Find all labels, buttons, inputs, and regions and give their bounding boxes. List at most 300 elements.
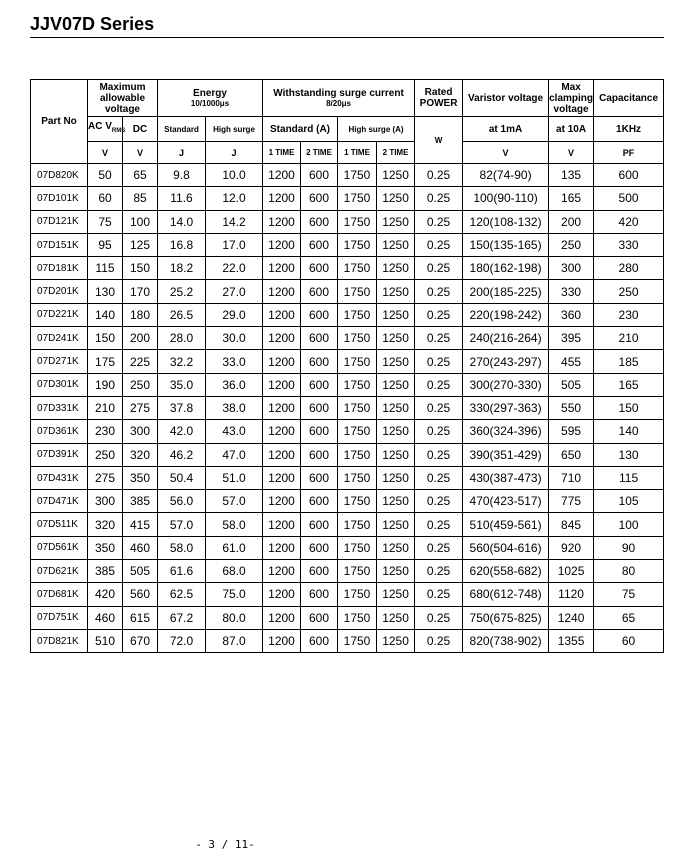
- energy-standard-cell: 32.2: [158, 350, 206, 373]
- capacitance-cell: 210: [594, 327, 664, 350]
- clamping-voltage-cell: 135: [549, 164, 594, 187]
- dc-voltage-cell: 200: [123, 327, 158, 350]
- surge-high-2time-cell: 1250: [377, 560, 415, 583]
- part-no-cell: 07D221K: [31, 303, 88, 326]
- table-row: [31, 303, 664, 326]
- capacitance-cell: 330: [594, 233, 664, 256]
- varistor-voltage-cell: 680(612-748): [463, 583, 549, 606]
- surge-std-1time-cell: 1200: [263, 327, 301, 350]
- rated-power-cell: 0.25: [415, 629, 463, 652]
- varistor-voltage-cell: 470(423-517): [463, 490, 549, 513]
- energy-standard-cell: 25.2: [158, 280, 206, 303]
- energy-high-surge-cell: 36.0: [206, 373, 263, 396]
- page-title: JJV07D Series: [30, 14, 155, 34]
- table-row: [31, 164, 664, 187]
- dc-voltage-cell: 615: [123, 606, 158, 629]
- surge-std-2time-cell: 600: [301, 490, 338, 513]
- energy-standard-cell: 50.4: [158, 466, 206, 489]
- part-no-cell: 07D181K: [31, 257, 88, 280]
- dc-voltage-cell: 300: [123, 420, 158, 443]
- energy-standard-cell: 18.2: [158, 257, 206, 280]
- energy-standard-cell: 42.0: [158, 420, 206, 443]
- clamping-voltage-cell: 775: [549, 490, 594, 513]
- surge-high-2time-cell: 1250: [377, 373, 415, 396]
- varistor-voltage-cell: 300(270-330): [463, 373, 549, 396]
- high-1time-header: 1 TIME: [338, 142, 377, 164]
- energy-high-surge-cell: 22.0: [206, 257, 263, 280]
- surge-std-2time-cell: 600: [301, 606, 338, 629]
- part-no-cell: 07D301K: [31, 373, 88, 396]
- ac-voltage-cell: 230: [88, 420, 123, 443]
- clamping-voltage-cell: 710: [549, 466, 594, 489]
- power-unit-header: W: [415, 117, 463, 164]
- part-no-cell: 07D821K: [31, 629, 88, 652]
- ac-voltage-cell: 95: [88, 233, 123, 256]
- part-no-cell: 07D471K: [31, 490, 88, 513]
- surge-high-2time-cell: 1250: [377, 513, 415, 536]
- max-voltage-header: Maximum allowable voltage: [88, 80, 158, 117]
- clamping-voltage-cell: 1025: [549, 560, 594, 583]
- part-no-cell: 07D361K: [31, 420, 88, 443]
- rated-power-cell: 0.25: [415, 606, 463, 629]
- energy-standard-cell: 14.0: [158, 210, 206, 233]
- capacitance-cell: 80: [594, 560, 664, 583]
- capacitance-cell: 130: [594, 443, 664, 466]
- surge-high-1time-cell: 1750: [338, 373, 377, 396]
- rated-power-cell: 0.25: [415, 327, 463, 350]
- surge-high-2time-cell: 1250: [377, 303, 415, 326]
- surge-high-2time-cell: 1250: [377, 164, 415, 187]
- capacitance-cell: 60: [594, 629, 664, 652]
- clamping-voltage-cell: 455: [549, 350, 594, 373]
- ac-unit: V: [88, 142, 123, 164]
- surge-high-1time-cell: 1750: [338, 164, 377, 187]
- table-row: [31, 443, 664, 466]
- table-row: [31, 513, 664, 536]
- energy-standard-cell: 37.8: [158, 396, 206, 419]
- surge-std-1time-cell: 1200: [263, 560, 301, 583]
- surge-std-2time-cell: 600: [301, 350, 338, 373]
- part-no-cell: 07D121K: [31, 210, 88, 233]
- ac-vrms-header: [88, 117, 126, 142]
- dc-voltage-cell: 250: [123, 373, 158, 396]
- ac-voltage-cell: 50: [88, 164, 123, 187]
- surge-high-1time-cell: 1750: [338, 210, 377, 233]
- surge-std-2time-cell: 600: [301, 327, 338, 350]
- std-1time-header: 1 TIME: [263, 142, 301, 164]
- page-footer: - 3 / 11-: [195, 838, 255, 851]
- ac-voltage-cell: 510: [88, 629, 123, 652]
- spec-table: [30, 79, 664, 653]
- table-row: [31, 560, 664, 583]
- varistor-voltage-cell: 120(108-132): [463, 210, 549, 233]
- surge-std-2time-cell: 600: [301, 466, 338, 489]
- ac-voltage-cell: 75: [88, 210, 123, 233]
- table-row: [31, 583, 664, 606]
- clamping-voltage-cell: 505: [549, 373, 594, 396]
- capacitance-cell: 185: [594, 350, 664, 373]
- surge-high-2time-cell: 1250: [377, 583, 415, 606]
- surge-high-2time-cell: 1250: [377, 443, 415, 466]
- part-no-cell: 07D820K: [31, 164, 88, 187]
- varistor-voltage-header: Varistor voltage: [463, 80, 549, 117]
- ac-voltage-cell: 460: [88, 606, 123, 629]
- part-no-cell: 07D201K: [31, 280, 88, 303]
- energy-standard-cell: 28.0: [158, 327, 206, 350]
- varistor-voltage-cell: 390(351-429): [463, 443, 549, 466]
- rated-power-cell: 0.25: [415, 164, 463, 187]
- ac-voltage-cell: 250: [88, 443, 123, 466]
- dc-voltage-cell: 320: [123, 443, 158, 466]
- surge-std-1time-cell: 1200: [263, 164, 301, 187]
- ac-voltage-cell: 385: [88, 560, 123, 583]
- dc-voltage-cell: 170: [123, 280, 158, 303]
- surge-high-2time-cell: 1250: [377, 606, 415, 629]
- at-1ma-header: at 1mA: [463, 117, 549, 142]
- ac-voltage-cell: 210: [88, 396, 123, 419]
- table-row: [31, 373, 664, 396]
- surge-std-2time-cell: 600: [301, 233, 338, 256]
- rated-power-cell: 0.25: [415, 443, 463, 466]
- clamping-voltage-cell: 1240: [549, 606, 594, 629]
- dc-voltage-cell: 350: [123, 466, 158, 489]
- dc-voltage-cell: 385: [123, 490, 158, 513]
- rms-subscript: RMS: [111, 128, 126, 134]
- ac-voltage-cell: 275: [88, 466, 123, 489]
- clamping-voltage-cell: 250: [549, 233, 594, 256]
- surge-std-1time-cell: 1200: [263, 187, 301, 210]
- table-row: [31, 629, 664, 652]
- varistor-voltage-cell: 750(675-825): [463, 606, 549, 629]
- part-no-cell: 07D391K: [31, 443, 88, 466]
- table-row: [31, 466, 664, 489]
- surge-std-2time-cell: 600: [301, 210, 338, 233]
- capacitance-header: Capacitance: [594, 80, 664, 117]
- dc-voltage-cell: 225: [123, 350, 158, 373]
- surge-high-1time-cell: 1750: [338, 420, 377, 443]
- part-no-cell: 07D331K: [31, 396, 88, 419]
- energy-high-surge-header: High surge: [206, 117, 263, 142]
- energy-standard-header: Standard: [158, 117, 206, 142]
- surge-high-1time-cell: 1750: [338, 187, 377, 210]
- clamping-voltage-cell: 845: [549, 513, 594, 536]
- table-row: [31, 210, 664, 233]
- ac-voltage-cell: 190: [88, 373, 123, 396]
- capacitance-cell: 600: [594, 164, 664, 187]
- dc-voltage-cell: 180: [123, 303, 158, 326]
- table-row: [31, 536, 664, 559]
- part-no-cell: 07D511K: [31, 513, 88, 536]
- ac-voltage-cell: 115: [88, 257, 123, 280]
- varistor-voltage-cell: 220(198-242): [463, 303, 549, 326]
- dc-voltage-cell: 670: [123, 629, 158, 652]
- energy-high-surge-cell: 57.0: [206, 490, 263, 513]
- capacitance-cell: 150: [594, 396, 664, 419]
- clamping-voltage-cell: 1120: [549, 583, 594, 606]
- energy-standard-cell: 58.0: [158, 536, 206, 559]
- energy-high-surge-cell: 75.0: [206, 583, 263, 606]
- dc-voltage-cell: 505: [123, 560, 158, 583]
- energy-standard-cell: 35.0: [158, 373, 206, 396]
- capacitance-cell: 165: [594, 373, 664, 396]
- max-clamping-header: Max clamping voltage: [549, 81, 594, 115]
- capacitance-cell: 500: [594, 187, 664, 210]
- surge-std-1time-cell: 1200: [263, 443, 301, 466]
- capacitance-cell: 90: [594, 536, 664, 559]
- rated-power-header: Rated POWER: [415, 80, 463, 117]
- energy-high-surge-cell: 29.0: [206, 303, 263, 326]
- energy-high-surge-cell: 58.0: [206, 513, 263, 536]
- energy-high-surge-cell: 43.0: [206, 420, 263, 443]
- rated-power-cell: 0.25: [415, 350, 463, 373]
- dc-voltage-cell: 150: [123, 257, 158, 280]
- clamping-voltage-cell: 595: [549, 420, 594, 443]
- rated-power-cell: 0.25: [415, 233, 463, 256]
- ac-voltage-cell: 175: [88, 350, 123, 373]
- surge-high-1time-cell: 1750: [338, 513, 377, 536]
- rated-power-cell: 0.25: [415, 210, 463, 233]
- part-no-cell: 07D241K: [31, 327, 88, 350]
- surge-standard-header: Standard (A): [263, 117, 338, 142]
- rated-power-cell: 0.25: [415, 303, 463, 326]
- surge-high-2time-cell: 1250: [377, 280, 415, 303]
- title-rule: [30, 37, 664, 38]
- varistor-voltage-cell: 820(738-902): [463, 629, 549, 652]
- surge-high-1time-cell: 1750: [338, 327, 377, 350]
- clamping-voltage-cell: 165: [549, 187, 594, 210]
- ac-voltage-cell: 140: [88, 303, 123, 326]
- table-row: [31, 396, 664, 419]
- clamping-voltage-cell: 300: [549, 257, 594, 280]
- surge-high-1time-cell: 1750: [338, 280, 377, 303]
- surge-high-2time-cell: 1250: [377, 350, 415, 373]
- part-no-cell: 07D561K: [31, 536, 88, 559]
- energy-standard-cell: 56.0: [158, 490, 206, 513]
- energy-label: Energy: [193, 88, 227, 99]
- rated-power-cell: 0.25: [415, 583, 463, 606]
- surge-std-2time-cell: 600: [301, 187, 338, 210]
- varistor-voltage-cell: 200(185-225): [463, 280, 549, 303]
- table-row: [31, 606, 664, 629]
- table-row: [31, 233, 664, 256]
- surge-high-1time-cell: 1750: [338, 629, 377, 652]
- surge-std-1time-cell: 1200: [263, 536, 301, 559]
- ac-voltage-cell: 300: [88, 490, 123, 513]
- dc-voltage-cell: 125: [123, 233, 158, 256]
- energy-high-surge-cell: 27.0: [206, 280, 263, 303]
- energy-standard-cell: 26.5: [158, 303, 206, 326]
- surge-high-2time-cell: 1250: [377, 629, 415, 652]
- surge-std-2time-cell: 600: [301, 443, 338, 466]
- varistor-voltage-cell: 270(243-297): [463, 350, 549, 373]
- rated-power-cell: 0.25: [415, 257, 463, 280]
- surge-high-1time-cell: 1750: [338, 536, 377, 559]
- clamping-voltage-cell: 330: [549, 280, 594, 303]
- capacitance-cell: 105: [594, 490, 664, 513]
- varistor-voltage-cell: 150(135-165): [463, 233, 549, 256]
- capacitance-cell: 230: [594, 303, 664, 326]
- rated-power-cell: 0.25: [415, 396, 463, 419]
- energy-standard-cell: 46.2: [158, 443, 206, 466]
- part-no-cell: 07D151K: [31, 233, 88, 256]
- surge-std-1time-cell: 1200: [263, 606, 301, 629]
- surge-std-2time-cell: 600: [301, 629, 338, 652]
- rated-power-cell: 0.25: [415, 466, 463, 489]
- energy-high-surge-cell: 33.0: [206, 350, 263, 373]
- spec-table-body: [31, 164, 664, 653]
- surge-high-1time-cell: 1750: [338, 257, 377, 280]
- clamping-voltage-cell: 920: [549, 536, 594, 559]
- dc-voltage-cell: 460: [123, 536, 158, 559]
- surge-std-2time-cell: 600: [301, 303, 338, 326]
- clamping-voltage-cell: 550: [549, 396, 594, 419]
- energy-high-surge-cell: 38.0: [206, 396, 263, 419]
- energy-standard-cell: 16.8: [158, 233, 206, 256]
- energy-high-surge-cell: 12.0: [206, 187, 263, 210]
- surge-high-2time-cell: 1250: [377, 327, 415, 350]
- clamping-voltage-cell: 395: [549, 327, 594, 350]
- surge-std-1time-cell: 1200: [263, 280, 301, 303]
- surge-std-2time-cell: 600: [301, 560, 338, 583]
- clamping-voltage-cell: 200: [549, 210, 594, 233]
- table-row: [31, 257, 664, 280]
- energy-high-surge-cell: 80.0: [206, 606, 263, 629]
- energy-standard-cell: 61.6: [158, 560, 206, 583]
- rated-power-cell: 0.25: [415, 373, 463, 396]
- rated-power-cell: 0.25: [415, 560, 463, 583]
- surge-std-1time-cell: 1200: [263, 490, 301, 513]
- energy-std-unit: J: [158, 142, 206, 164]
- energy-standard-cell: 57.0: [158, 513, 206, 536]
- rated-power-cell: 0.25: [415, 280, 463, 303]
- capacitance-cell: 140: [594, 420, 664, 443]
- dc-voltage-cell: 85: [123, 187, 158, 210]
- surge-high-1time-cell: 1750: [338, 350, 377, 373]
- surge-std-1time-cell: 1200: [263, 583, 301, 606]
- part-no-cell: 07D271K: [31, 350, 88, 373]
- surge-high-1time-cell: 1750: [338, 560, 377, 583]
- surge-high-2time-cell: 1250: [377, 420, 415, 443]
- surge-std-1time-cell: 1200: [263, 466, 301, 489]
- part-no-cell: 07D621K: [31, 560, 88, 583]
- capacitance-cell: 100: [594, 513, 664, 536]
- ac-voltage-cell: 350: [88, 536, 123, 559]
- surge-high-1time-cell: 1750: [338, 583, 377, 606]
- dc-voltage-cell: 560: [123, 583, 158, 606]
- surge-header: [263, 80, 415, 117]
- surge-high-2time-cell: 1250: [377, 257, 415, 280]
- rated-power-cell: 0.25: [415, 513, 463, 536]
- surge-high-2time-cell: 1250: [377, 210, 415, 233]
- clamping-voltage-cell: 1355: [549, 629, 594, 652]
- surge-std-1time-cell: 1200: [263, 233, 301, 256]
- table-row: [31, 187, 664, 210]
- surge-std-1time-cell: 1200: [263, 420, 301, 443]
- surge-std-2time-cell: 600: [301, 396, 338, 419]
- surge-high-1time-cell: 1750: [338, 303, 377, 326]
- surge-std-2time-cell: 600: [301, 164, 338, 187]
- dc-voltage-cell: 415: [123, 513, 158, 536]
- energy-high-surge-cell: 47.0: [206, 443, 263, 466]
- surge-high-2time-cell: 1250: [377, 466, 415, 489]
- dc-voltage-cell: 65: [123, 164, 158, 187]
- capacitance-cell: 250: [594, 280, 664, 303]
- surge-high-2time-cell: 1250: [377, 396, 415, 419]
- energy-standard-cell: 11.6: [158, 187, 206, 210]
- table-row: [31, 350, 664, 373]
- surge-std-1time-cell: 1200: [263, 513, 301, 536]
- part-no-cell: 07D681K: [31, 583, 88, 606]
- ac-voltage-cell: 320: [88, 513, 123, 536]
- surge-high-2time-cell: 1250: [377, 187, 415, 210]
- capacitance-cell: 280: [594, 257, 664, 280]
- rated-power-cell: 0.25: [415, 187, 463, 210]
- varistor-voltage-cell: 330(297-363): [463, 396, 549, 419]
- capacitance-unit: PF: [594, 142, 664, 164]
- surge-std-1time-cell: 1200: [263, 629, 301, 652]
- capacitance-cell: 75: [594, 583, 664, 606]
- surge-sub-label: 8/20μs: [326, 99, 351, 108]
- surge-high-2time-cell: 1250: [377, 536, 415, 559]
- surge-std-2time-cell: 600: [301, 583, 338, 606]
- rated-power-cell: 0.25: [415, 536, 463, 559]
- energy-high-surge-cell: 10.0: [206, 164, 263, 187]
- energy-sub-label: 10/1000μs: [190, 99, 230, 108]
- high-2time-header: 2 TIME: [377, 142, 415, 164]
- surge-high-1time-cell: 1750: [338, 233, 377, 256]
- energy-high-surge-cell: 68.0: [206, 560, 263, 583]
- surge-std-2time-cell: 600: [301, 373, 338, 396]
- table-row: [31, 490, 664, 513]
- energy-high-surge-cell: 61.0: [206, 536, 263, 559]
- energy-high-surge-cell: 51.0: [206, 466, 263, 489]
- table-row: [31, 420, 664, 443]
- surge-high-header: High surge (A): [338, 117, 415, 142]
- surge-std-1time-cell: 1200: [263, 373, 301, 396]
- clamping-voltage-cell: 650: [549, 443, 594, 466]
- varistor-voltage-cell: 180(162-198): [463, 257, 549, 280]
- varistor-unit: V: [463, 142, 549, 164]
- surge-std-2time-cell: 600: [301, 513, 338, 536]
- energy-header: [158, 80, 263, 117]
- surge-std-1time-cell: 1200: [263, 210, 301, 233]
- capacitance-cell: 420: [594, 210, 664, 233]
- energy-standard-cell: 67.2: [158, 606, 206, 629]
- clamping-voltage-cell: 360: [549, 303, 594, 326]
- ac-voltage-cell: 150: [88, 327, 123, 350]
- energy-high-surge-cell: 30.0: [206, 327, 263, 350]
- surge-std-1time-cell: 1200: [263, 257, 301, 280]
- table-row: [31, 280, 664, 303]
- surge-high-2time-cell: 1250: [377, 233, 415, 256]
- surge-std-1time-cell: 1200: [263, 303, 301, 326]
- surge-high-1time-cell: 1750: [338, 606, 377, 629]
- 1khz-header: 1KHz: [594, 117, 664, 142]
- dc-voltage-cell: 100: [123, 210, 158, 233]
- surge-std-2time-cell: 600: [301, 536, 338, 559]
- surge-label: Withstanding surge current: [273, 88, 404, 99]
- at-10a-header: at 10A: [549, 117, 594, 142]
- varistor-voltage-cell: 240(216-264): [463, 327, 549, 350]
- clamping-unit: V: [549, 142, 594, 164]
- surge-high-1time-cell: 1750: [338, 490, 377, 513]
- energy-standard-cell: 9.8: [158, 164, 206, 187]
- part-no-cell: 07D751K: [31, 606, 88, 629]
- ac-voltage-cell: 130: [88, 280, 123, 303]
- varistor-voltage-cell: 620(558-682): [463, 560, 549, 583]
- energy-standard-cell: 72.0: [158, 629, 206, 652]
- varistor-voltage-cell: 100(90-110): [463, 187, 549, 210]
